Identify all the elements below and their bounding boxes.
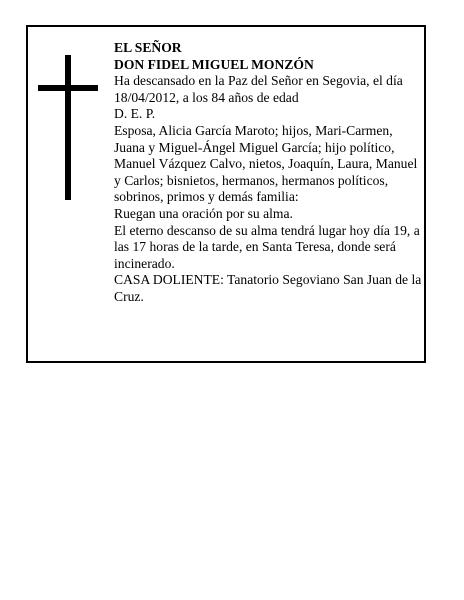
family-list: Esposa, Alicia García Maroto; hijos, Mari-Carmen, Juana y Miguel-Ángel Miguel García; hijo político, Manuel Vázquez Calvo, nietos, Joaquín, Laura, Manuel y Carlos; bisnietos, hermanos, hermanos políticos, sobrinos, primos y demás familia:: [114, 122, 418, 205]
obituary-text: [114, 40, 426, 306]
deceased-name: DON FIDEL MIGUEL MONZÓN: [114, 56, 314, 72]
death-announcement: Ha descansado en la Paz del Señor en Segovia, el día 18/04/2012, a los 84 años de edad: [114, 73, 403, 105]
title-line: EL SEÑOR: [114, 40, 182, 55]
obituary-notice: [26, 25, 426, 363]
cross-horizontal-bar: [38, 85, 98, 91]
funeral-home: CASA DOLIENTE: Tanatorio Segoviano San Juan de la Cruz.: [114, 272, 422, 304]
cross-vertical-bar: [65, 55, 71, 200]
service-details: El eterno descanso de su alma tendrá lugar hoy día 19, a las 17 horas de la tarde, en Santa Teresa, donde será incinerado.: [114, 222, 420, 271]
cross-icon: [38, 55, 98, 200]
rip-line: D. E. P.: [114, 106, 156, 122]
prayer-request: Ruegan una oración por su alma.: [114, 205, 293, 221]
